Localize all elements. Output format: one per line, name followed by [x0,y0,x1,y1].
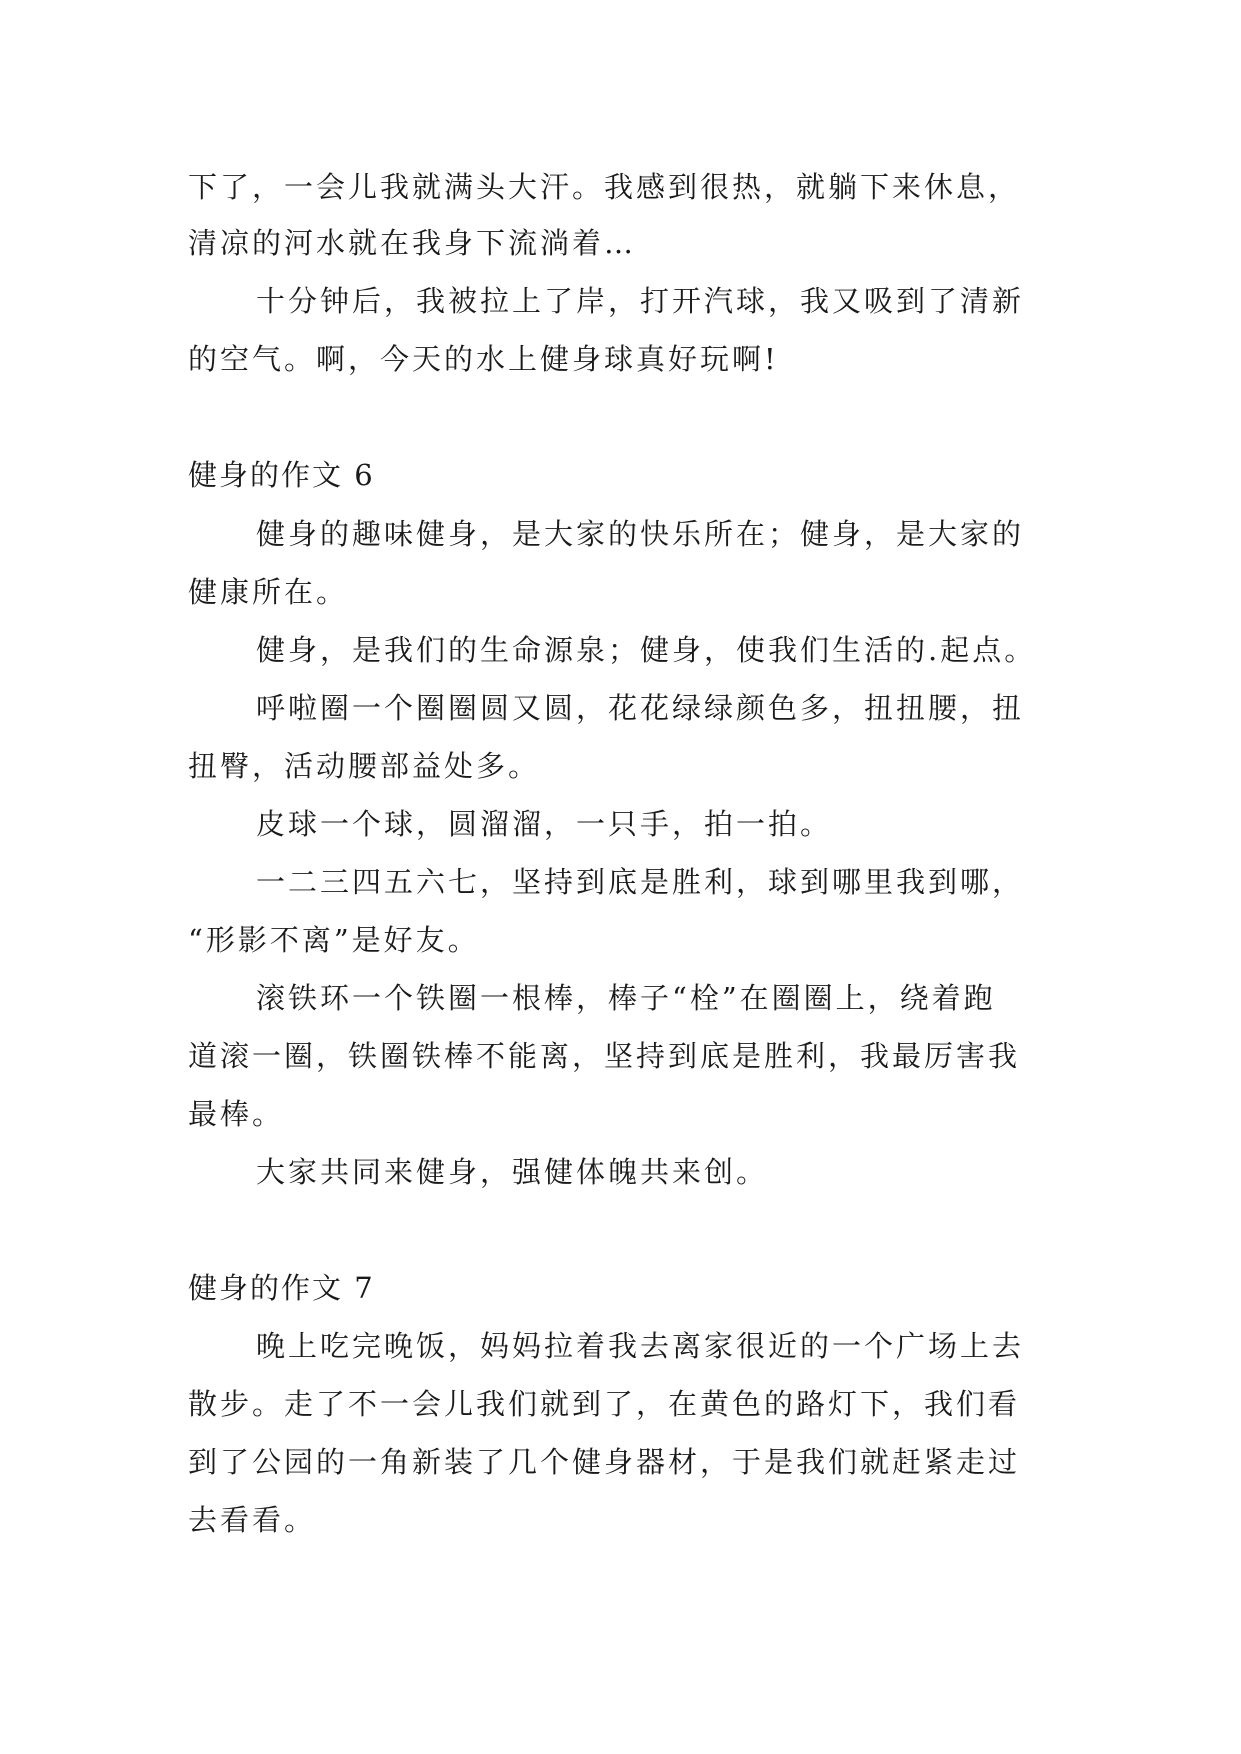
text-line: 健康所在。 [188,575,349,609]
text-line: 一二三四五六七，坚持到底是胜利，球到哪里我到哪， [256,865,1025,899]
text-line: 健身，是我们的生命源泉；健身，使我们生活的.起点。 [256,633,1037,667]
text-line: 呼啦圈一个圈圈圆又圆，花花绿绿颜色多，扭扭腰，扭 [256,691,1025,725]
text-line: 健身的趣味健身，是大家的快乐所在；健身，是大家的 [256,517,1025,551]
text-line: 散步。走了不一会儿我们就到了，在黄色的路灯下，我们看 [188,1387,1021,1421]
text-line: 去看看。 [188,1503,317,1537]
text-line: 道滚一圈，铁圈铁棒不能离，坚持到底是胜利，我最厉害我 [188,1039,1021,1073]
section-title: 健身的作文 7 [188,1271,375,1305]
section-title: 健身的作文 6 [188,458,375,492]
text-line: 下了，一会儿我就满头大汗。我感到很热，就躺下来休息， [188,170,1021,204]
text-line: 的空气。啊，今天的水上健身球真好玩啊! [188,342,779,376]
text-line: 到了公园的一角新装了几个健身器材，于是我们就赶紧走过 [188,1445,1021,1479]
text-line: 大家共同来健身，强健体魄共来创。 [256,1155,769,1189]
text-line: “形影不离”是好友。 [188,923,480,957]
text-line: 晚上吃完晚饭，妈妈拉着我去离家很近的一个广场上去 [256,1329,1025,1363]
text-line: 最棒。 [188,1097,285,1131]
text-line: 清凉的河水就在我身下流淌着… [188,226,637,260]
text-line: 十分钟后，我被拉上了岸，打开汽球，我又吸到了清新 [256,284,1025,318]
text-line: 滚铁环一个铁圈一根棒，棒子“栓”在圈圈上，绕着跑 [256,981,996,1015]
text-line: 皮球一个球，圆溜溜，一只手，拍一拍。 [256,807,833,841]
text-line: 扭臀，活动腰部益处多。 [188,749,541,783]
